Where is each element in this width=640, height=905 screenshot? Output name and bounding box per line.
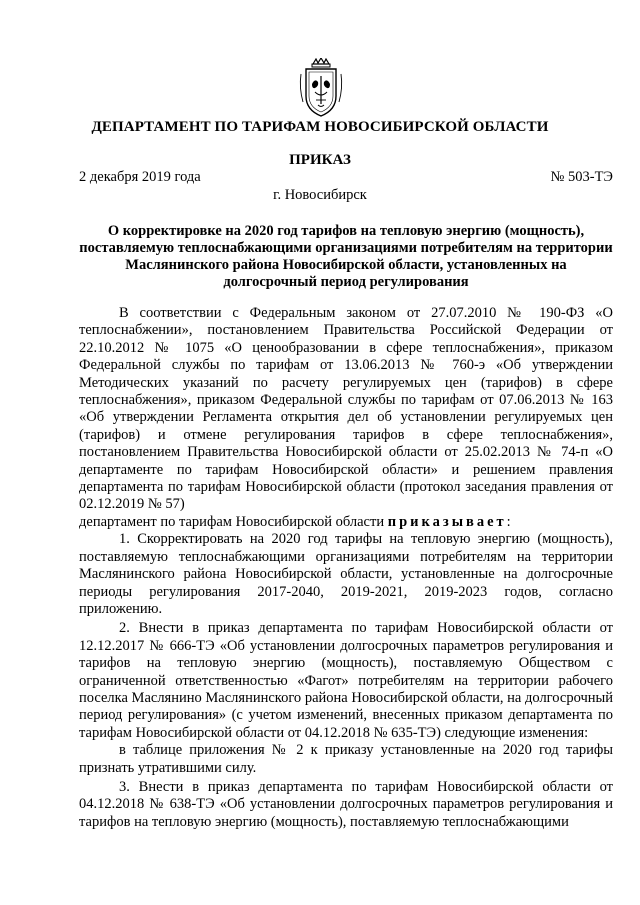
preamble-paragraph: В соответствии с Федеральным законом от 27.07.2010 № 190-ФЗ «О теплоснабжении», постановлением Правительства Российской Федерации от 22.10.2012 № 1075 «О ценообразовании в сфере теплоснабжения», приказом Федеральной службы по тарифам от 13.06.2013 № 760-э «Об утверждении Методических указаний по расчету регулируемых цен (тарифов) в сфере теплоснабжения», приказом Федеральной службы по тарифам от 07.06.2013 № 163 «Об утверждении Регламента открытия дел об установлении регулируемых цен (тарифов) и отмене регулирования тарифов в сфере теплоснабжения», постановлением Правительства Новосибирской области от 25.02.2013 № 74-п «О департаменте по тарифам Новосибирской области» и решением правления департамента по тарифам Новосибирской области (протокол заседания правления от 02.12.2019 № 57) <box>79 305 613 513</box>
orders-suffix: : <box>506 513 511 530</box>
order-title: ПРИКАЗ <box>289 152 351 168</box>
order-number: № 503-ТЭ <box>550 169 613 185</box>
item-2-paragraph: 2. Внести в приказ департамента по тарифам Новосибирской области от 12.12.2017 № 666-ТЭ «Об установлении долгосрочных параметров регулирования и тарифов на тепловую энергию (мощность), поставляемую Обществом с ограниченной ответственностью «Фагот» потребителям на территории рабочего поселка Маслянино Маслянинского района Новосибирской области, на долгосрочный период регулирования» (с учетом изменений, внесенных приказом департамента по тарифам Новосибирской области от 04.12.2018 № 635-ТЭ) следующие изменения: <box>79 620 613 741</box>
orders-line <box>79 514 613 531</box>
orders-prefix: департамент по тарифам Новосибирской области <box>79 513 388 530</box>
item-1-paragraph: 1. Скорректировать на 2020 год тарифы на тепловую энергию (мощность), поставляемую теплоснабжающими организациями потребителям на территории Маслянинского района Новосибирской области, установленные на долгосрочные периоды регулирования 2017-2040, 2019-2021, 2019-2023 годов, согласно приложению. <box>79 531 613 617</box>
coat-of-arms-icon <box>298 58 344 118</box>
item-3-paragraph: 3. Внести в приказ департамента по тарифам Новосибирской области от 04.12.2018 № 638-ТЭ «Об установлении долгосрочных параметров регулирования и тарифов на тепловую энергию (мощность), поставляемую теплоснабжающими <box>79 778 613 830</box>
order-body <box>79 305 613 831</box>
order-city: г. Новосибирск <box>273 187 367 203</box>
order-date: 2 декабря 2019 года <box>79 169 201 185</box>
orders-word: приказывает <box>387 513 507 530</box>
order-subject: О корректировке на 2020 год тарифов на тепловую энергию (мощность), поставляемую теплоснабжающими организациями потребителям на территории Маслянинского района Новосибирской области, установленных на долгосрочный период регулирования <box>79 223 613 290</box>
item-2-sub-paragraph: в таблице приложения № 2 к приказу установленные на 2020 год тарифы признать утратившими силу. <box>79 742 613 776</box>
department-name: ДЕПАРТАМЕНТ ПО ТАРИФАМ НОВОСИБИРСКОЙ ОБЛАСТИ <box>91 119 549 135</box>
